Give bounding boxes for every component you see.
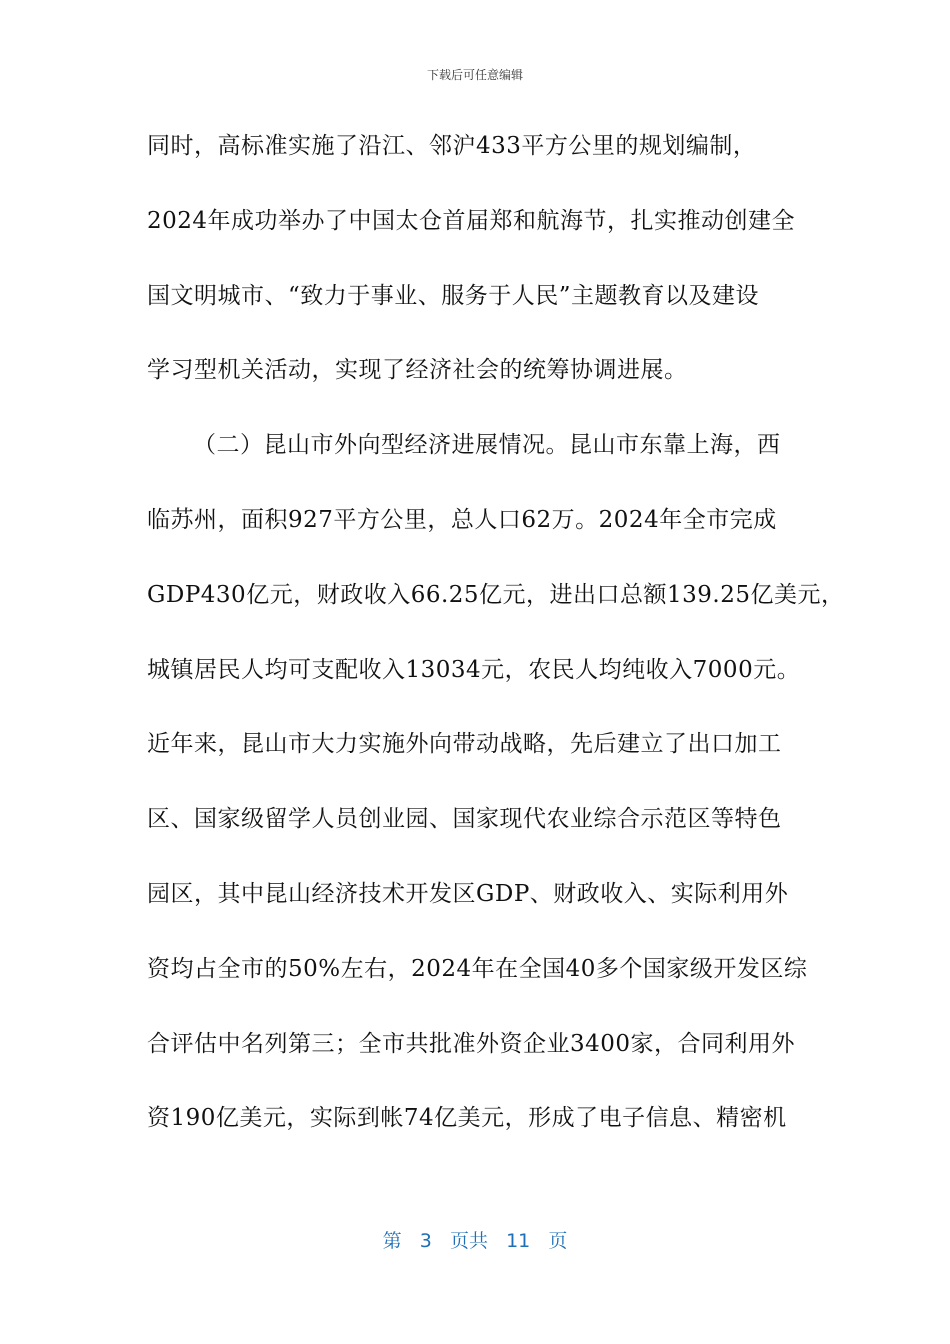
text-line: 资均占全市的50%左右，2024年在全国40多个国家级开发区综 xyxy=(147,955,808,982)
header-note: 下载后可任意编辑 xyxy=(426,68,523,82)
text-line: 园区，其中昆山经济技术开发区GDP、财政收入、实际利用外 xyxy=(147,880,789,907)
page-label-mid: 页共 xyxy=(449,1230,488,1252)
page-label-suffix: 页 xyxy=(548,1230,568,1252)
text-line: 近年来，昆山市大力实施外向带动战略，先后建立了出口加工 xyxy=(147,731,782,758)
current-page-number: 3 xyxy=(419,1230,432,1252)
text-line: 2024年成功举办了中国太仓首届郑和航海节，扎实推动创建全 xyxy=(147,207,796,234)
page-footer xyxy=(0,1226,950,1253)
page-label-prefix: 第 xyxy=(382,1230,402,1252)
text-line: 合评估中名列第三；全市共批准外资企业3400家，合同利用外 xyxy=(147,1030,796,1057)
total-pages-number: 11 xyxy=(506,1230,531,1252)
text-line: 同时，高标准实施了沿江、邻沪433平方公里的规划编制， xyxy=(147,133,757,159)
text-line: 国文明城市、“致力于事业、服务于人民”主题教育以及建设 xyxy=(147,282,760,309)
document-body xyxy=(147,122,845,1169)
paragraph-start-line: （二）昆山市外向型经济进展情况。昆山市东靠上海，西 xyxy=(193,432,781,459)
text-line: 城镇居民人均可支配收入13034元，农民人均纯收入7000元。 xyxy=(147,656,801,683)
text-line: 区、国家级留学人员创业园、国家现代农业综合示范区等特色 xyxy=(147,806,782,833)
text-line: 临苏州，面积927平方公里，总人口62万。2024年全市完成 xyxy=(147,506,777,533)
text-line: 资190亿美元，实际到帐74亿美元，形成了电子信息、精密机 xyxy=(147,1105,787,1132)
text-line: GDP430亿元，财政收入66.25亿元，进出口总额139.25亿美元， xyxy=(147,581,845,608)
text-line: 学习型机关活动，实现了经济社会的统筹协调进展。 xyxy=(147,357,688,384)
